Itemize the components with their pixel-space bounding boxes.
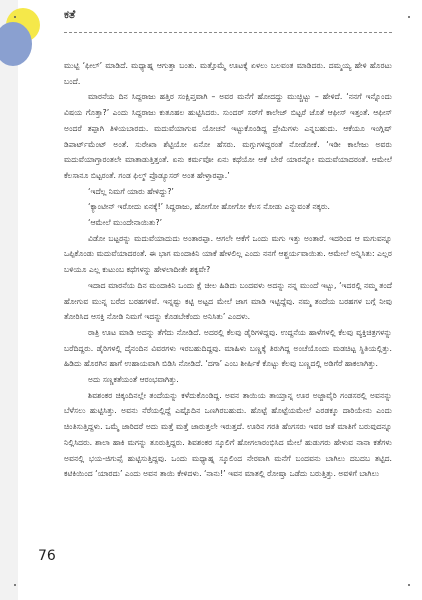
running-header-title: ಕತೆ (64, 8, 76, 21)
paragraph: ವಿಡೋ ಬಟ್ಟರನ್ನು ಮದುವೆಯಾದುದು ಅಂತಾರಪ್ಪಾ. ಆಗಲೇ ಆಕೆಗೆ ಒಂದು ಮಗು ಇತ್ತು ಅಂತಾರೆ. ಇದರಿಂದ ಆ ಮಗುವನ್ನೂ ಒಪ್ಪಿಕೊಂಡು ಮದುವೆಯಾದರಂತೆ. ಈ ಭಾಗ ಮಂದಾಕಿನಿ ಯಾಕೆ ಹೇಳಲಿಲ್ಲ ಎಂದು ನನಗೆ ಆಶ್ಚರ್ಯವಾಯಿತು. ಆಮೇಲೆ ಅನ್ನಿಸಿತು: ಎಲ್ಲರ ಬಳಿಯೂ ಎಲ್ಲ ಕುಟುಂಬ ಕಥೆಗಳನ್ನು ಹೇಳಲಾದೀತೇ ಶಕ್ಯವೇ? (64, 233, 392, 275)
header-divider (64, 32, 392, 33)
paragraph: ‘ಆಮೇಲೆ ಮುಂದೇನಾಯಿತು?’ (88, 218, 163, 228)
paragraph: ಶಿವಶಂಕರ ಚಿಕ್ಕಂದಿನಲ್ಲೇ ತಂದೆಯನ್ನು ಕಳೆದುಕೊಂಡಿದ್ದ. ಅವನ ತಾಯಿಯ ತಾಯ್ತಾನ್ನ ಊರ ಅಜ್ಜಾವೈರಿ ಗಂಡಸರಲ್ಲಿ ಅವನನ್ನು ಬೆಳೆಸಲು ಹುಟ್ಟಿಸಿತ್ತು. ಅವನು ನೆರೆಯಲ್ಲಿದ್ದೆ ಎಷ್ಟೊದಿನ ಒಣಗಿರಬಹುದು. ಹೊಟ್ಟೆ ಹೊಟ್ಟೆಯಮೇಲೆ ಎರಡಕ್ಕೂ ದಾರಿಯೇನು ಎಂದು ಚಿಂತಿಸುತ್ತಿದ್ದಳು. ಒಮ್ಮೆ ಜಾರಿದರೆ ಅದು ಮತ್ತೆ ಮತ್ತೆ ಜಾರುತ್ತಲೇ ಇರುತ್ತದೆ. ಊರಿನ ಗರತಿ ಹೆಂಗಸರು ಇವರ ಜತೆ ಮಾತಿಗೆ ಬರುವುದನ್ನೂ ನಿಲ್ಲಿಸಿದರು. ಶಾಲಾ ಹಾಕಿ ಮಗನ್ನು ತೂರುತ್ತಿದ್ದರು. ಶಿವಶಂಕರ ಸ್ಕೂಲಿಗೆ ಹೋಗಲಾರಂಭಿಸಿದ ಮೇಲೆ ಹುಡುಗರು ಹೇಳುವ ನಾನಾ ಕತೆಗಳು ಅವನಲ್ಲಿ ಭಯ-ಜಿಗುಪ್ಸೆ ಹುಟ್ಟಿಸುತ್ತಿದ್ದವು. ಒಂದು ಮಧ್ಯಾಹ್ನ ಸ್ಕೂಲಿಂದ ನೇರವಾಗಿ ಮನೆಗೆ ಬಂದವನು ಬಾಗಿಲು ದಬದಬ ತಟ್ಟಿದ. ಕಟಿಕಿಯಿಂದ ‘ಯಾರದು’ ಎಂದು ಅವನ ತಾಯಿ ಕೇಳಿದಳು. ‘ನಾನು!’ ಇವನ ಮಾತಲ್ಲಿ ರೋಷ್ತಾ ಒಡೆದು ಬರುತ್ತಿತ್ತು. ಅವಳಿಗೆ ಬಾಗಿಲು (64, 390, 392, 479)
crop-mark (408, 584, 410, 586)
paragraph: ‘ಇದೆಲ್ಲ ನಿಮಗೆ ಯಾರು ಹೇಳಿದ್ದು?’ (88, 186, 174, 196)
page-number: 76 (38, 548, 56, 564)
page-body (64, 58, 392, 482)
paragraph: ರಾತ್ರಿ ಊಟ ಮಾಡಿ ಅದನ್ನು ತೆಗೆದು ನೋಡಿದೆ. ಅದರಲ್ಲಿ ಕೆಲವು ಡೈರಿಗಳಿದ್ದವು. ಉದ್ದನೆಯ ಹಾಳೆಗಳಲ್ಲಿ ಕೆಲವು ವ್ಯಕ್ತಿಚಿತ್ರಗಳನ್ನು ಬರೆದಿದ್ದರು. ಡೈರಿಗಳಲ್ಲಿ ದೈನಂದಿನ ವಿವರಗಳು ಇರಬಹುದಿದ್ದವು. ಮಾಹಿಳು ಬಣ್ಣಕ್ಕೆ ತಿರುಗಿದ್ದ ಅಂಚೆಯೊಂದು ಮಡಚಿಟ್ಟ ಸ್ಥಿತಿಯಲ್ಲಿತ್ತು. ಹಿಡಿದು ಹೊರಗಿನ ಹಾಗೆ ಉಹಾಯವಾಗಿ ಬಿಡಿಸಿ ನೋಡಿದೆ. ‘ದಗಾ’ ಎಂಬ ಶೀರ್ಷಿಕೆ ಕೊಟ್ಟು ಕೆಲವು ಬಣ್ಣದಲ್ಲಿ ಅಡಿಗೆರೆ ಹಾಕಲಾಗಿತ್ತು. (64, 327, 392, 369)
paragraph: ಮುಟ್ಟಿ ‘ಫೀಲ್’ ಮಾಡಿದೆ. ಮಧ್ಯಾಹ್ನ ಆಗುತ್ತಾ ಬಂತು. ಮತ್ತೊಮ್ಮೆ ಊಟಕ್ಕೆ ಏಳಲು ಬಲವಂತ ಮಾಡಿದರು. ದಮ್ಮಯ್ಯ ಹೇಳಿ ಹೊರಟು ಬಂದೆ. (64, 61, 392, 86)
paragraph: ಇದಾದ ಮಾರನೆಯ ದಿನ ಮಂದಾಕಿನಿ ಒಂದು ಕ್ಷೆ ಚೀಲ ಹಿಡಿದು ಬಂದವಳು ಅದನ್ನು ನನ್ನ ಮುಂದೆ ಇಟ್ಟು, ‘ಇದರಲ್ಲಿ ನಮ್ಮ ತಂದೆ ಹೋಗುವ ಮುನ್ನ ಬರೆದ ಬರಹಗಳಿವೆ. ಇನ್ನಷ್ಟು ಕಟ್ಟಿ ಅಟ್ಟದ ಮೇಲೆ ಜಾಗ ಮಾಡಿ ಇಟ್ಟಿದ್ದೆವು. ನಮ್ಮ ತಂದೆಯ ಬರಹಗಳ ಬಗ್ಗೆ ನೀವು ತೋರಿಸಿದ ಆಸಕ್ತಿ ನೋಡಿ ನಿಮಗೆ ಇದನ್ನು ಕೊಡಬೇಕೆಂದು ಅನಿಸಿತು’ ಎಂದಳು. (64, 280, 392, 322)
crop-mark (14, 584, 16, 586)
decorative-blue-circle (0, 22, 32, 66)
paragraph: ‘ಕ್ಯಾಂಟೀನ್ ಇರೋದು ಏನಕ್ಕೆ!’ ಸಿದ್ದರಾಜು, ಹೋಗೋ ಹೋಗೋ ಕೆಲಸ ನೋಡು ಎನ್ನುವಂತೆ ನಕ್ಕರು. (88, 202, 330, 212)
paragraph: ಮಾರನೆಯ ದಿನ ಸಿದ್ದರಾಜು ಹತ್ತಿರ ಸಂಕ್ಷಿಪ್ತವಾಗಿ – ಅವರ ಮನೆಗೆ ಹೋದದ್ದು ಮುಚ್ಚಿಟ್ಟು – ಹೇಳಿದೆ. ‘ನನಗೆ ಇನ್ನೊಂದು ವಿಷಯ ಗೊತ್ತಾ?’ ಎಂದು ಸಿದ್ದರಾಜು ಕುತೂಹಲ ಹುಟ್ಟಿಸಿದರು. ಸುಂದರ್ ಸರ್‌ಗೆ ಕಾಲೇಜ್ ಬಿಟ್ಟರೆ ಜೊತೆ ಆಫೀಸ್ ಇತ್ತಂತೆ. ಆಫೀಸ್ ಅಂದರೆ ತಪ್ಪಾಗಿ ತಿಳಿಯಬಾರದು. ಮದುವೆಯಾಗುವ ಯೋಚನೆ ಇಟ್ಟುಕೊಂಡಿದ್ದ ಪ್ರೇಮಿಗಳು ಎನ್ನಬಹುದು. ಆಕೆಯೂ ಇಂಗ್ಲಿಷ್ ಡಿಪಾರ್ಟ್‌ಮೆಂಟ್ ಅಂತೆ. ಸುರೇಖಾ ಶೆಟ್ಟಿಯೋ ಏನೋ ಹೆಸರು. ಮಗ್ಗುಗಳಿದ್ದರಂತೆ ನೋಡೋಕೆ. ‘ಇಡೀ ಕಾಲೇಜು ಅವರು ಮದುವೆಯಾಗ್ತಾರಂತಲೇ ಮಾತಾಡುತ್ತಿತ್ತಂತೆ. ಏನು ಕರ್ಮವೋ ಏನು ಕಥೆಯೋ ಆಕೆ ಬೇರೆ ಯಾರನ್ನೋ ಮದುವೆಯಾದರಂತೆ. ಆಮೇಲೆ ಕೆಲಸಾನೂ ಬಿಟ್ಟರಂತೆ. ಗಂಡ ಫಿಲ್ಮ್ ಪ್ರೊಡ್ಯೂಸರ್ ಅಂತ ಹೇಳ್ತಾರಪ್ಪಾ.’ (64, 92, 392, 180)
page-side-band (0, 0, 18, 600)
crop-mark (14, 16, 16, 18)
paragraph: ಅದು ಸಣ್ಣಕತೆಯಂತೆ ಆರಂಭವಾಗಿತ್ತು. (88, 375, 179, 385)
crop-mark (408, 16, 410, 18)
